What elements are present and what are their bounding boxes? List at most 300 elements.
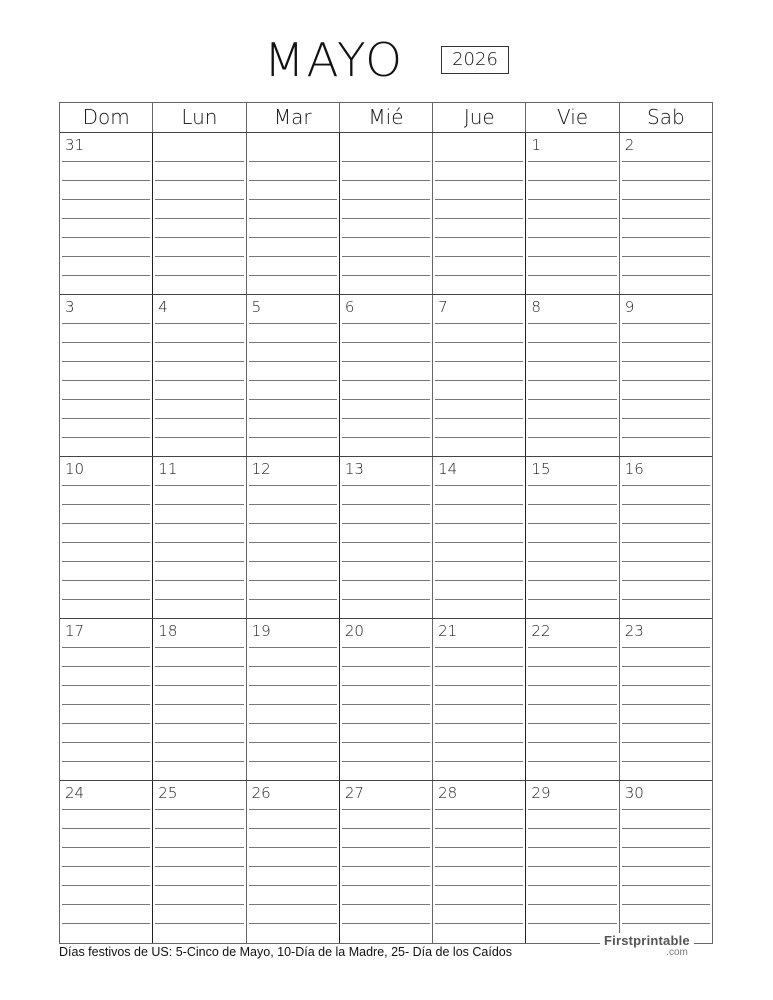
writing-line xyxy=(435,580,523,581)
day-number: 26 xyxy=(251,784,271,802)
writing-line xyxy=(622,666,710,667)
writing-line xyxy=(622,542,710,543)
writing-line xyxy=(342,923,430,924)
writing-line xyxy=(155,866,243,867)
day-cell[interactable] xyxy=(340,133,433,294)
day-number: 16 xyxy=(624,460,644,478)
day-number: 23 xyxy=(624,622,644,640)
writing-line xyxy=(342,828,430,829)
writing-line xyxy=(528,256,616,257)
writing-line xyxy=(155,723,243,724)
day-number: 10 xyxy=(65,460,85,478)
writing-line xyxy=(622,847,710,848)
weekday-sunday: Dom xyxy=(60,103,153,132)
writing-line xyxy=(249,761,337,762)
day-cell[interactable] xyxy=(620,781,712,943)
writing-line xyxy=(249,323,337,324)
writing-line xyxy=(435,380,523,381)
day-cell[interactable] xyxy=(433,133,526,294)
day-number: 27 xyxy=(344,784,364,802)
writing-line xyxy=(155,542,243,543)
writing-line xyxy=(435,323,523,324)
week-row xyxy=(60,457,712,619)
writing-line xyxy=(155,685,243,686)
day-cell[interactable] xyxy=(60,619,153,780)
writing-line xyxy=(62,418,150,419)
writing-line xyxy=(435,723,523,724)
writing-line xyxy=(62,523,150,524)
writing-line xyxy=(622,380,710,381)
writing-line xyxy=(62,599,150,600)
week-row xyxy=(60,133,712,295)
writing-line xyxy=(528,561,616,562)
writing-line xyxy=(435,199,523,200)
writing-line xyxy=(342,685,430,686)
writing-line xyxy=(528,523,616,524)
writing-line xyxy=(528,704,616,705)
writing-line xyxy=(249,580,337,581)
writing-line xyxy=(528,218,616,219)
writing-line xyxy=(249,704,337,705)
day-cell[interactable] xyxy=(60,781,153,943)
writing-line xyxy=(342,580,430,581)
calendar-grid xyxy=(59,102,713,944)
brand-logo xyxy=(600,933,694,958)
weekday-friday: Vie xyxy=(526,103,619,132)
writing-line xyxy=(62,904,150,905)
writing-line xyxy=(62,723,150,724)
writing-line xyxy=(528,685,616,686)
writing-line xyxy=(528,647,616,648)
writing-line xyxy=(155,580,243,581)
writing-line xyxy=(435,599,523,600)
writing-line xyxy=(528,361,616,362)
writing-line xyxy=(435,399,523,400)
writing-line xyxy=(155,704,243,705)
writing-line xyxy=(528,275,616,276)
writing-line xyxy=(249,685,337,686)
writing-line xyxy=(249,504,337,505)
writing-line xyxy=(528,923,616,924)
writing-line xyxy=(155,275,243,276)
writing-line xyxy=(62,666,150,667)
writing-line xyxy=(62,647,150,648)
writing-line xyxy=(342,437,430,438)
writing-line xyxy=(62,380,150,381)
writing-line xyxy=(62,323,150,324)
writing-line xyxy=(62,847,150,848)
writing-line xyxy=(62,237,150,238)
writing-line xyxy=(622,885,710,886)
writing-line xyxy=(62,809,150,810)
day-cell[interactable] xyxy=(340,295,433,456)
writing-line xyxy=(155,561,243,562)
writing-line xyxy=(342,418,430,419)
writing-line xyxy=(622,904,710,905)
day-cell[interactable] xyxy=(620,295,712,456)
day-cell[interactable] xyxy=(340,781,433,943)
writing-line xyxy=(528,199,616,200)
writing-line xyxy=(342,723,430,724)
writing-line xyxy=(249,923,337,924)
writing-line xyxy=(249,542,337,543)
writing-line xyxy=(249,237,337,238)
writing-line xyxy=(528,809,616,810)
writing-line xyxy=(342,275,430,276)
writing-line xyxy=(528,437,616,438)
writing-line xyxy=(62,866,150,867)
writing-line xyxy=(342,256,430,257)
day-cell[interactable] xyxy=(526,295,619,456)
writing-line xyxy=(249,161,337,162)
logo-name: Firstprintable xyxy=(604,933,690,948)
writing-line xyxy=(435,361,523,362)
writing-line xyxy=(528,180,616,181)
writing-line xyxy=(435,761,523,762)
writing-line xyxy=(249,809,337,810)
day-number: 13 xyxy=(344,460,364,478)
writing-line xyxy=(435,828,523,829)
weekday-wednesday: Mié xyxy=(340,103,433,132)
writing-line xyxy=(62,742,150,743)
writing-line xyxy=(62,704,150,705)
writing-line xyxy=(435,809,523,810)
writing-line xyxy=(155,399,243,400)
writing-line xyxy=(62,399,150,400)
day-cell[interactable] xyxy=(60,457,153,618)
writing-line xyxy=(249,666,337,667)
week-row xyxy=(60,781,712,943)
day-number: 7 xyxy=(438,298,448,316)
day-number: 9 xyxy=(624,298,635,316)
day-cell[interactable] xyxy=(247,781,340,943)
writing-line xyxy=(435,923,523,924)
writing-line xyxy=(342,218,430,219)
day-number: 12 xyxy=(251,460,271,478)
writing-line xyxy=(249,256,337,257)
writing-line xyxy=(155,923,243,924)
writing-line xyxy=(155,180,243,181)
writing-line xyxy=(249,180,337,181)
writing-line xyxy=(528,542,616,543)
writing-line xyxy=(528,666,616,667)
writing-line xyxy=(155,237,243,238)
writing-line xyxy=(622,504,710,505)
day-cell[interactable] xyxy=(340,619,433,780)
day-number: 30 xyxy=(624,784,644,802)
writing-line xyxy=(155,504,243,505)
writing-line xyxy=(622,199,710,200)
writing-line xyxy=(435,885,523,886)
day-number: 28 xyxy=(438,784,458,802)
weekday-header-row xyxy=(60,103,712,133)
writing-line xyxy=(528,723,616,724)
writing-line xyxy=(155,485,243,486)
writing-line xyxy=(62,180,150,181)
day-cell[interactable] xyxy=(60,133,153,294)
writing-line xyxy=(342,180,430,181)
writing-line xyxy=(62,828,150,829)
day-number: 8 xyxy=(531,298,541,316)
writing-line xyxy=(342,704,430,705)
writing-line xyxy=(155,761,243,762)
writing-line xyxy=(342,666,430,667)
writing-line xyxy=(342,561,430,562)
writing-line xyxy=(435,866,523,867)
writing-line xyxy=(155,742,243,743)
day-cell[interactable] xyxy=(433,295,526,456)
writing-line xyxy=(155,809,243,810)
day-cell[interactable] xyxy=(247,133,340,294)
writing-line xyxy=(528,761,616,762)
day-cell[interactable] xyxy=(247,619,340,780)
writing-line xyxy=(62,342,150,343)
writing-line xyxy=(622,647,710,648)
calendar-header xyxy=(0,30,773,90)
writing-line xyxy=(622,256,710,257)
writing-line xyxy=(622,761,710,762)
writing-line xyxy=(342,523,430,524)
writing-line xyxy=(435,847,523,848)
writing-line xyxy=(249,599,337,600)
weekday-tuesday: Mar xyxy=(247,103,340,132)
day-cell[interactable] xyxy=(340,457,433,618)
writing-line xyxy=(155,847,243,848)
writing-line xyxy=(435,647,523,648)
writing-line xyxy=(528,866,616,867)
writing-line xyxy=(249,647,337,648)
writing-line xyxy=(62,437,150,438)
day-cell[interactable] xyxy=(620,133,712,294)
writing-line xyxy=(249,399,337,400)
writing-line xyxy=(155,523,243,524)
writing-line xyxy=(622,828,710,829)
writing-line xyxy=(155,418,243,419)
day-cell[interactable] xyxy=(433,781,526,943)
writing-line xyxy=(62,161,150,162)
day-number: 15 xyxy=(531,460,551,478)
writing-line xyxy=(622,275,710,276)
writing-line xyxy=(249,342,337,343)
writing-line xyxy=(622,809,710,810)
writing-line xyxy=(155,323,243,324)
writing-line xyxy=(528,599,616,600)
writing-line xyxy=(435,704,523,705)
writing-line xyxy=(528,504,616,505)
day-cell[interactable] xyxy=(526,619,619,780)
writing-line xyxy=(342,399,430,400)
day-cell[interactable] xyxy=(153,457,246,618)
writing-line xyxy=(155,666,243,667)
day-number: 11 xyxy=(158,460,178,478)
writing-line xyxy=(342,904,430,905)
writing-line xyxy=(435,437,523,438)
writing-line xyxy=(622,361,710,362)
writing-line xyxy=(435,237,523,238)
writing-line xyxy=(155,647,243,648)
writing-line xyxy=(435,666,523,667)
writing-line xyxy=(155,218,243,219)
writing-line xyxy=(622,561,710,562)
day-cell[interactable] xyxy=(433,619,526,780)
writing-line xyxy=(622,342,710,343)
day-number: 6 xyxy=(344,298,355,316)
day-cell[interactable] xyxy=(60,295,153,456)
writing-line xyxy=(342,199,430,200)
writing-line xyxy=(435,523,523,524)
writing-line xyxy=(249,904,337,905)
writing-line xyxy=(435,685,523,686)
writing-line xyxy=(62,504,150,505)
day-cell[interactable] xyxy=(526,781,619,943)
year-badge: 2026 xyxy=(441,46,509,74)
writing-line xyxy=(622,580,710,581)
writing-line xyxy=(622,437,710,438)
day-cell[interactable] xyxy=(526,133,619,294)
logo-suffix: .com xyxy=(666,947,688,958)
writing-line xyxy=(62,256,150,257)
day-cell[interactable] xyxy=(433,457,526,618)
writing-line xyxy=(622,523,710,524)
writing-line xyxy=(435,256,523,257)
writing-line xyxy=(155,599,243,600)
writing-line xyxy=(342,885,430,886)
writing-line xyxy=(342,161,430,162)
day-cell[interactable] xyxy=(153,295,246,456)
weeks-container xyxy=(60,133,712,943)
day-number: 31 xyxy=(65,136,85,154)
writing-line xyxy=(62,485,150,486)
writing-line xyxy=(342,742,430,743)
writing-line xyxy=(342,237,430,238)
writing-line xyxy=(342,361,430,362)
day-number: 3 xyxy=(65,298,75,316)
writing-line xyxy=(155,904,243,905)
writing-line xyxy=(528,399,616,400)
writing-line xyxy=(249,847,337,848)
writing-line xyxy=(435,342,523,343)
writing-line xyxy=(622,218,710,219)
writing-line xyxy=(528,380,616,381)
day-number: 1 xyxy=(531,136,541,154)
writing-line xyxy=(622,723,710,724)
writing-line xyxy=(528,828,616,829)
writing-line xyxy=(155,437,243,438)
writing-line xyxy=(435,542,523,543)
writing-line xyxy=(62,923,150,924)
writing-line xyxy=(435,161,523,162)
writing-line xyxy=(435,218,523,219)
writing-line xyxy=(155,256,243,257)
day-cell[interactable] xyxy=(620,457,712,618)
writing-line xyxy=(249,866,337,867)
writing-line xyxy=(249,885,337,886)
writing-line xyxy=(528,885,616,886)
day-cell[interactable] xyxy=(153,133,246,294)
writing-line xyxy=(342,761,430,762)
day-number: 20 xyxy=(344,622,364,640)
writing-line xyxy=(528,237,616,238)
writing-line xyxy=(342,323,430,324)
writing-line xyxy=(435,275,523,276)
writing-line xyxy=(342,504,430,505)
writing-line xyxy=(435,180,523,181)
writing-line xyxy=(155,885,243,886)
writing-line xyxy=(249,742,337,743)
holidays-note: Días festivos de US: 5-Cinco de Mayo, 10-Día de la Madre, 25- Día de los Caídos xyxy=(59,945,512,959)
week-row xyxy=(60,295,712,457)
writing-line xyxy=(528,418,616,419)
day-cell[interactable] xyxy=(247,457,340,618)
writing-line xyxy=(342,542,430,543)
writing-line xyxy=(342,847,430,848)
writing-line xyxy=(62,542,150,543)
writing-line xyxy=(435,418,523,419)
writing-line xyxy=(342,380,430,381)
writing-line xyxy=(528,847,616,848)
writing-line xyxy=(622,599,710,600)
week-row xyxy=(60,619,712,781)
day-cell[interactable] xyxy=(153,619,246,780)
day-cell[interactable] xyxy=(247,295,340,456)
writing-line xyxy=(249,199,337,200)
writing-line xyxy=(62,761,150,762)
writing-line xyxy=(62,685,150,686)
writing-line xyxy=(155,199,243,200)
writing-line xyxy=(62,580,150,581)
weekday-monday: Lun xyxy=(153,103,246,132)
day-cell[interactable] xyxy=(620,619,712,780)
writing-line xyxy=(622,923,710,924)
day-number: 22 xyxy=(531,622,551,640)
writing-line xyxy=(249,275,337,276)
month-title: MAYO xyxy=(264,33,405,87)
day-number: 17 xyxy=(65,622,85,640)
writing-line xyxy=(342,485,430,486)
writing-line xyxy=(528,323,616,324)
writing-line xyxy=(62,361,150,362)
writing-line xyxy=(249,723,337,724)
writing-line xyxy=(62,218,150,219)
writing-line xyxy=(622,485,710,486)
day-number: 19 xyxy=(251,622,271,640)
writing-line xyxy=(62,275,150,276)
writing-line xyxy=(62,885,150,886)
day-cell[interactable] xyxy=(526,457,619,618)
writing-line xyxy=(155,161,243,162)
writing-line xyxy=(622,180,710,181)
writing-line xyxy=(249,485,337,486)
writing-line xyxy=(155,380,243,381)
writing-line xyxy=(528,161,616,162)
day-cell[interactable] xyxy=(153,781,246,943)
writing-line xyxy=(528,485,616,486)
writing-line xyxy=(249,361,337,362)
writing-line xyxy=(249,218,337,219)
writing-line xyxy=(342,809,430,810)
writing-line xyxy=(622,399,710,400)
writing-line xyxy=(528,742,616,743)
writing-line xyxy=(528,904,616,905)
writing-line xyxy=(435,904,523,905)
writing-line xyxy=(622,237,710,238)
writing-line xyxy=(435,485,523,486)
weekday-saturday: Sab xyxy=(647,105,685,129)
day-number: 14 xyxy=(438,460,458,478)
writing-line xyxy=(342,342,430,343)
day-number: 5 xyxy=(251,298,262,316)
writing-line xyxy=(622,866,710,867)
